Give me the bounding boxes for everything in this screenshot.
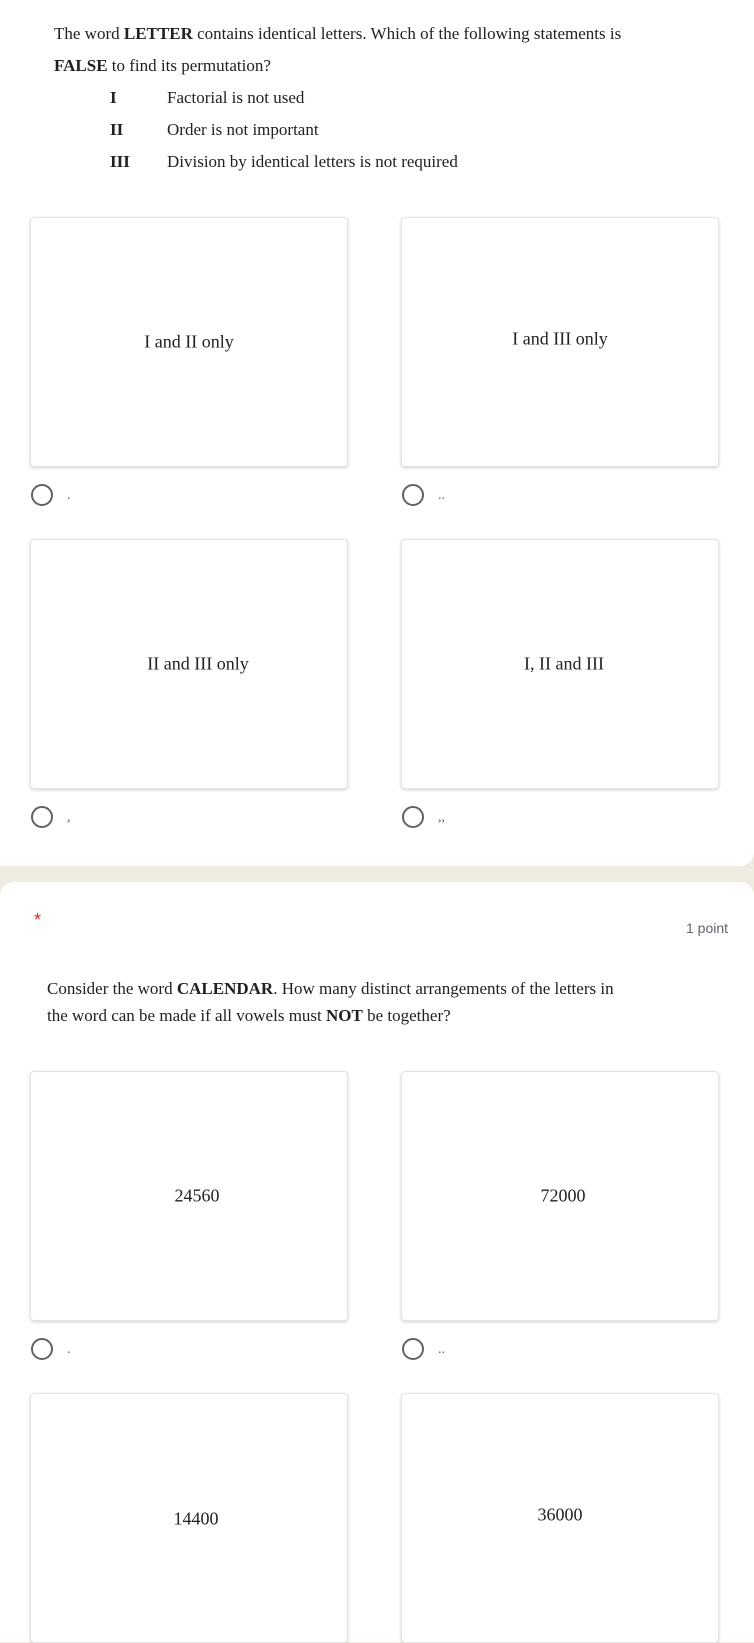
option-label: I, II and III: [524, 653, 604, 674]
option-caption: ,,: [438, 810, 445, 825]
statement-2-number: II: [110, 120, 124, 139]
option-label: 24560: [174, 1185, 220, 1206]
required-asterisk: *: [34, 910, 42, 930]
option-caption: ..: [438, 488, 445, 503]
option-image-box[interactable]: [401, 539, 719, 789]
statement-3-number: III: [110, 152, 130, 171]
option-image-box[interactable]: [401, 1393, 719, 1643]
question-2-text-part: the word can be made if all vowels must: [47, 1006, 327, 1025]
question-2-text: [47, 975, 747, 1029]
question-1-text-part: The word: [54, 24, 124, 43]
option-label: 36000: [537, 1504, 583, 1525]
question-2-text-part: . How many distinct arrangements of the letters in: [273, 979, 614, 998]
question-2-text-part: Consider the word: [47, 979, 177, 998]
option-image-box[interactable]: [30, 1071, 348, 1321]
question-1-keyword-letter: LETTER: [123, 24, 193, 43]
option-image-box[interactable]: [30, 1393, 348, 1643]
question-2-keyword-calendar: CALENDAR: [176, 979, 274, 998]
radio-button[interactable]: [31, 1338, 53, 1360]
option-caption: .: [67, 488, 71, 503]
radio-button[interactable]: [402, 1338, 424, 1360]
radio-button[interactable]: [31, 806, 53, 828]
option-caption: ,: [67, 810, 71, 825]
question-2-keyword-not: NOT: [326, 1006, 363, 1025]
option-label: 72000: [540, 1185, 586, 1206]
points-label: 1 point: [686, 920, 729, 936]
option-label: I and III only: [512, 328, 608, 349]
radio-button[interactable]: [31, 484, 53, 506]
question-1-text-part: contains identical letters. Which of the following statements is: [192, 24, 622, 43]
question-1-keyword-false: FALSE: [54, 56, 108, 75]
question-1-text-part: to find its permutation?: [107, 56, 271, 75]
question-2-text-part: be together?: [362, 1006, 451, 1025]
statement-1-number: I: [110, 88, 117, 107]
question-1-text: [54, 18, 744, 82]
option-image-box[interactable]: [401, 217, 719, 467]
option-label: II and III only: [147, 653, 249, 674]
option-image-box[interactable]: [30, 539, 348, 789]
option-image-box[interactable]: [30, 217, 348, 467]
statement-2-text: Order is not important: [167, 120, 319, 139]
option-label: 14400: [173, 1508, 219, 1529]
option-caption: ..: [438, 1342, 445, 1357]
radio-button[interactable]: [402, 806, 424, 828]
option-label: I and II only: [144, 331, 234, 352]
statement-1-text: Factorial is not used: [167, 88, 305, 107]
option-image-box[interactable]: [401, 1071, 719, 1321]
radio-button[interactable]: [402, 484, 424, 506]
option-caption: .: [67, 1342, 71, 1357]
question-card-2: [0, 882, 754, 1642]
statement-3-text: Division by identical letters is not required: [167, 152, 458, 171]
